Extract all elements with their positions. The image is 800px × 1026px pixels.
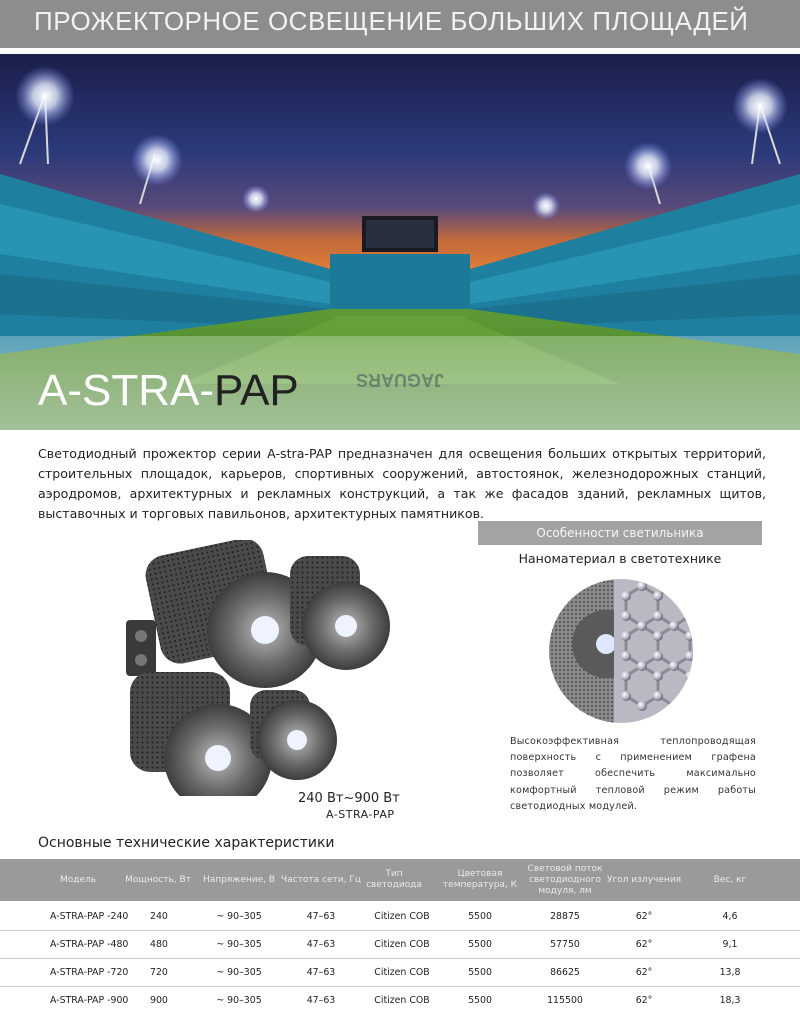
cell-frequency: 47–63 [306,994,336,1006]
cell-model: A-STRA-PAP -720 [50,966,129,978]
cell-beam-angle: 62° [635,994,653,1006]
product-name [38,366,299,416]
cell-color-temp: 5500 [468,938,492,950]
specs-title: Основные технические характеристики [38,835,335,851]
cell-color-temp: 5500 [468,910,492,922]
cell-voltage: ~ 90–305 [216,910,262,922]
cell-weight: 4,6 [722,910,738,922]
cell-led-type: Citizen COB [374,938,430,950]
features-header: Особенности светильника [478,521,762,545]
cell-power: 480 [150,938,168,950]
cell-voltage: ~ 90–305 [216,994,262,1006]
graphene-lattice-image [546,576,696,730]
nano-title: Наноматериал в светотехнике [518,551,722,566]
cell-weight: 13,8 [719,966,741,978]
col-weight: Вес, кг [713,874,747,885]
cell-voltage: ~ 90–305 [216,938,262,950]
cell-luminous-flux: 115500 [547,994,583,1006]
cell-frequency: 47–63 [306,938,336,950]
cell-model: A-STRA-PAP -480 [50,938,129,950]
cell-model: A-STRA-PAP -900 [50,994,129,1006]
cell-weight: 9,1 [722,938,738,950]
field-logo: JAGUARS [355,370,445,390]
table-row [0,985,800,1015]
nano-description: Высокоэффективная теплопроводящая поверхность с применением графена позволяет обеспечить максимально комфортный тепловой режим работы светодиодных модулей. [510,736,756,812]
col-color-temp: Цветовая температура, К [442,869,518,890]
cell-led-type: Citizen COB [374,966,430,978]
floodlight-product-photo [100,540,400,800]
table-row [0,957,800,987]
cell-beam-angle: 62° [635,938,653,950]
cell-beam-angle: 62° [635,966,653,978]
col-led-type: Тип светодиода [366,869,422,890]
cell-frequency: 47–63 [306,966,336,978]
intro-paragraph: Светодиодный прожектор серии A-stra-PAP предназначен для освещения больших открытых территорий, строительных площадок, карьеров, спортивных сооружений, автостоянок, железнодорожных станций, аэродромов, архитектурных и рекламных конструкций, а так же фасадов зданий, рекламных щитов, выставочных и торговых павильонов, архитектурных памятников. [38,446,766,521]
cell-color-temp: 5500 [468,966,492,978]
cell-model: A-STRA-PAP -240 [50,910,129,922]
cell-beam-angle: 62° [635,910,653,922]
col-frequency: Частота сети, Гц [281,874,361,885]
cell-color-temp: 5500 [468,994,492,1006]
power-range: 240 Вт~900 Вт [298,791,400,806]
col-beam-angle: Угол излучения [606,874,682,885]
cell-luminous-flux: 86625 [550,966,580,978]
cell-luminous-flux: 57750 [550,938,580,950]
cell-frequency: 47–63 [306,910,336,922]
col-voltage: Напряжение, В [202,874,276,885]
spec-table-header [0,859,800,901]
table-row [0,929,800,959]
col-model: Модель [59,874,97,885]
header-bar [0,0,800,48]
cell-power: 240 [150,910,168,922]
page-title: ПРОЖЕКТОРНОЕ ОСВЕЩЕНИЕ БОЛЬШИХ ПЛОЩАДЕЙ [34,6,749,36]
cell-voltage: ~ 90–305 [216,966,262,978]
cell-led-type: Citizen COB [374,910,430,922]
cell-led-type: Citizen COB [374,994,430,1006]
cell-power: 900 [150,994,168,1006]
col-power: Мощность, Вт [125,874,191,885]
cell-weight: 18,3 [719,994,741,1006]
cell-luminous-flux: 28875 [550,910,580,922]
product-model: A-STRA-PAP [326,808,395,821]
table-row [0,901,800,931]
cell-power: 720 [150,966,168,978]
product-name-main: A-STRA- [38,366,214,415]
col-luminous-flux: Световой поток светодиодного модуля, лм [527,863,603,896]
product-name-suffix: PAP [214,366,299,415]
